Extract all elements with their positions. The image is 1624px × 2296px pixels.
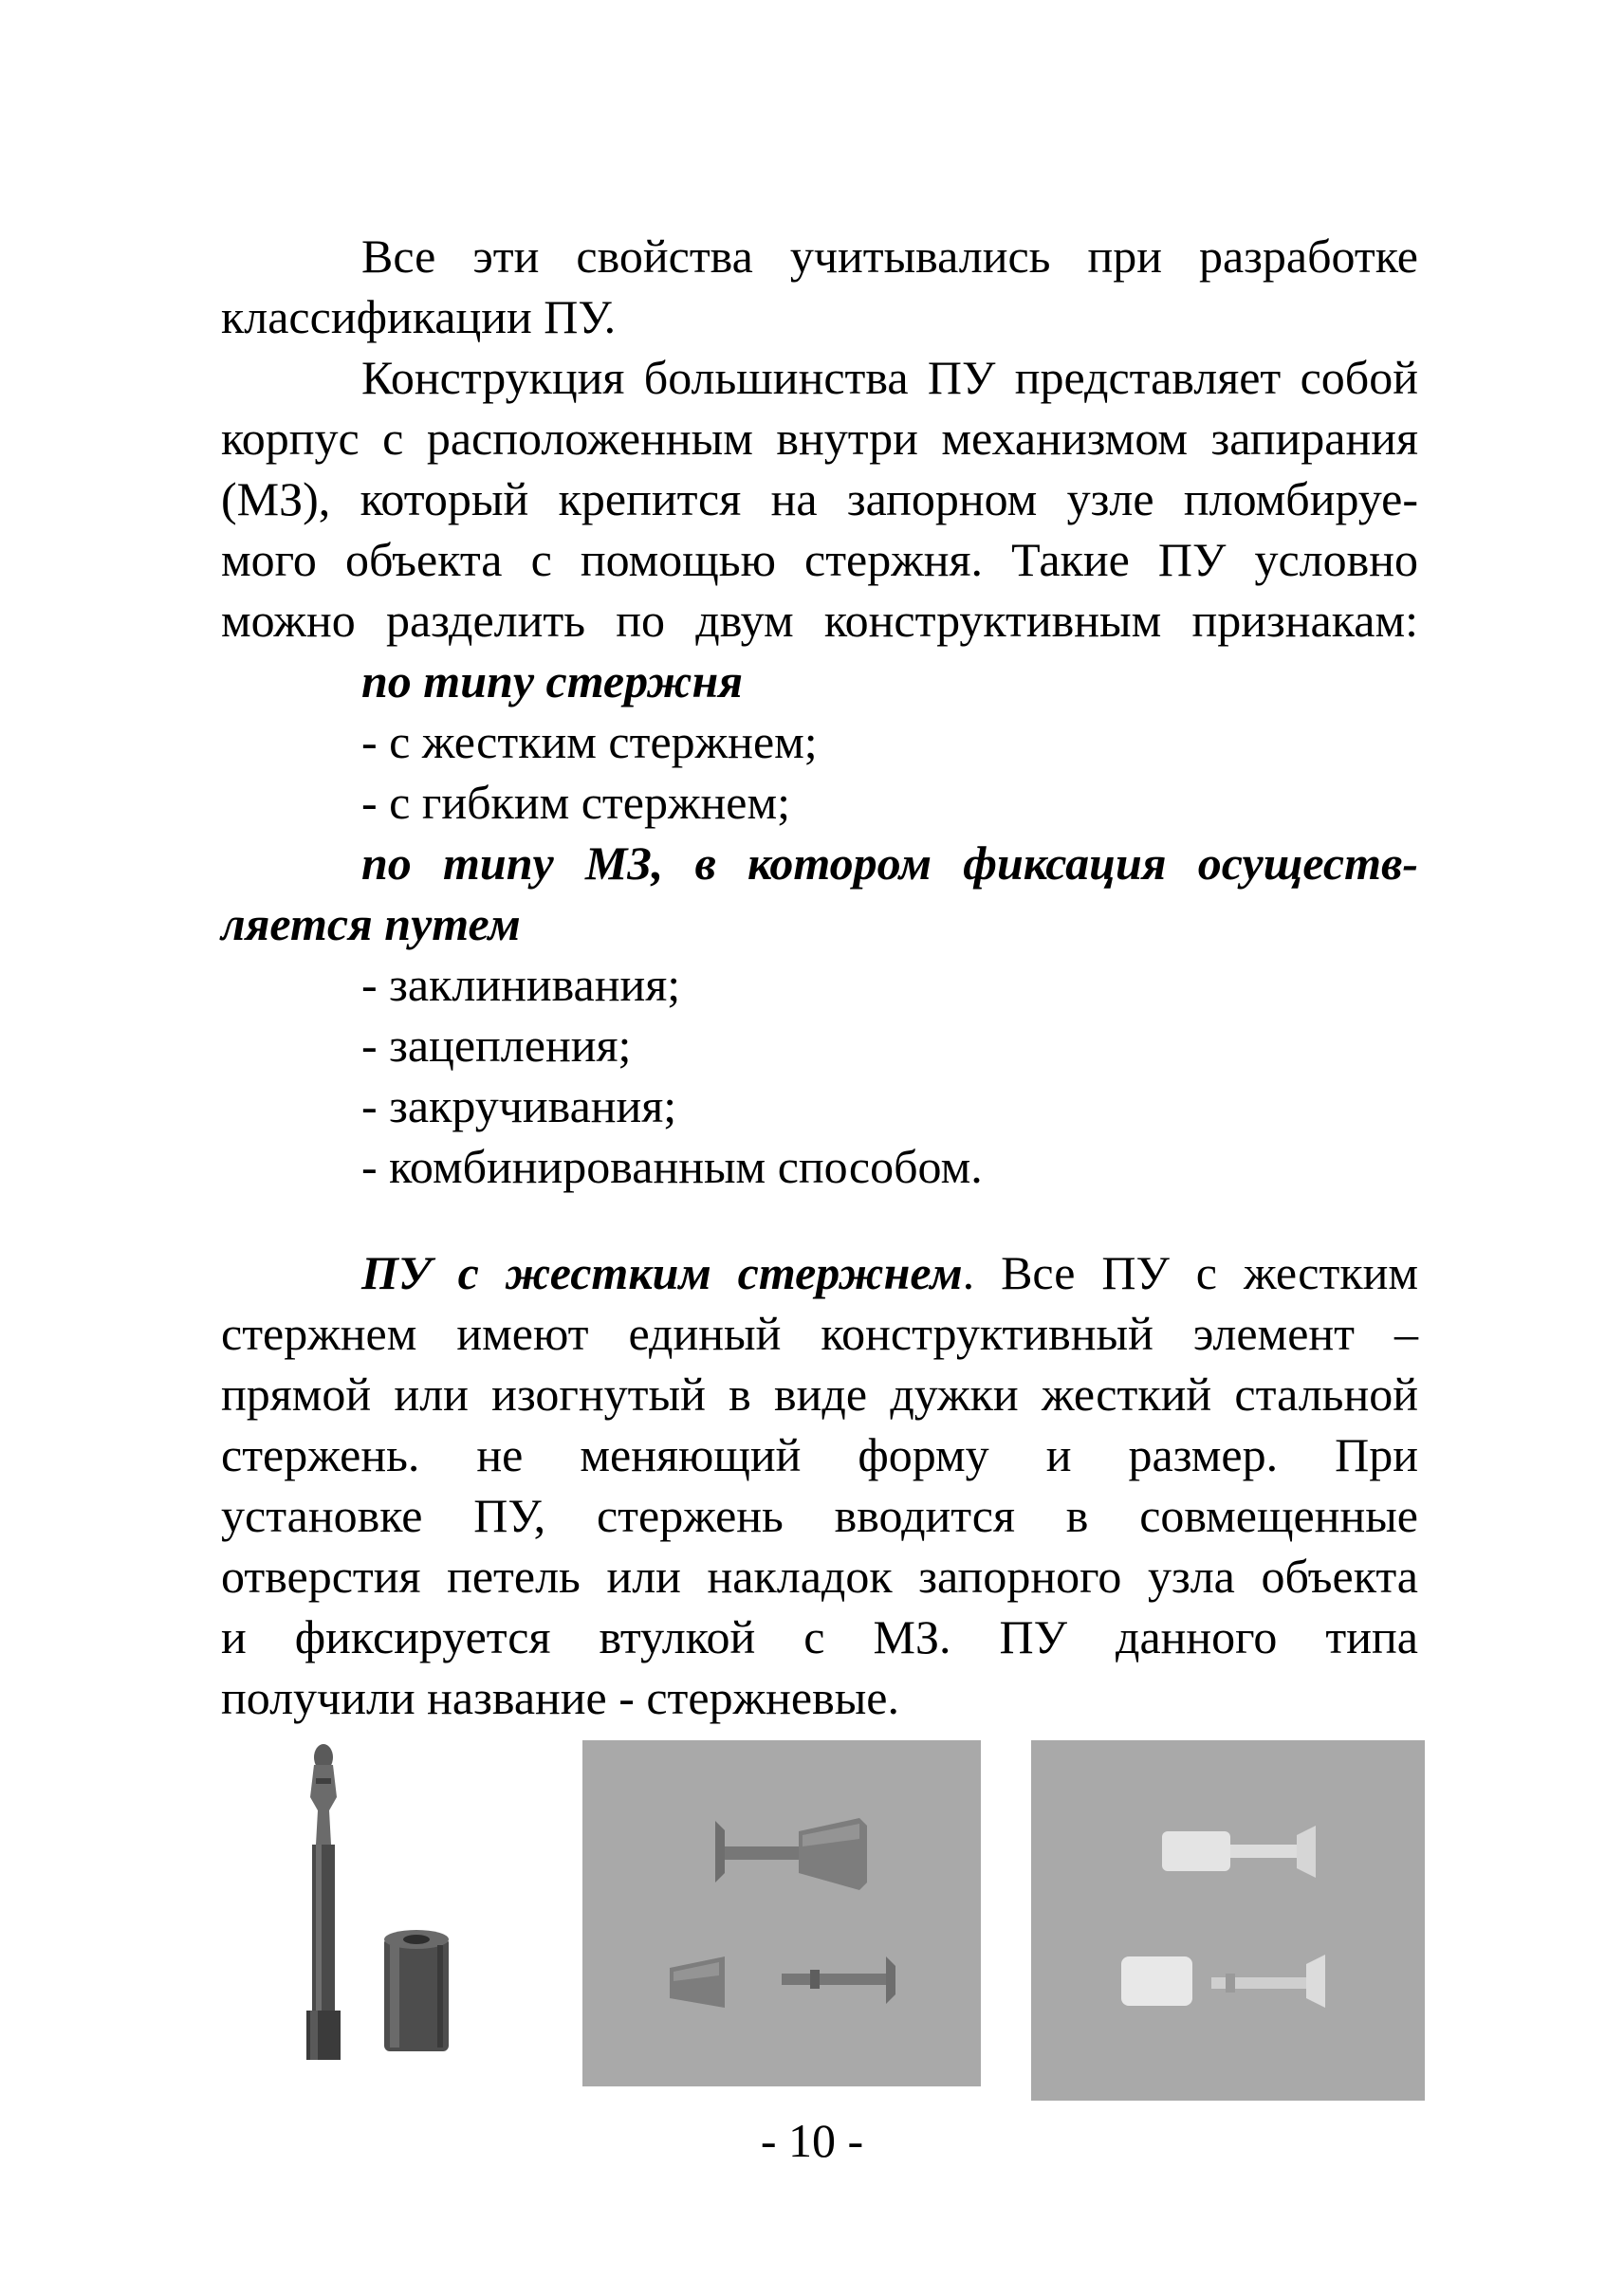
list2-heading-line-2: ляется путем bbox=[221, 897, 521, 950]
list2-item: - зацепления; bbox=[361, 1019, 632, 1072]
p3-line-2: стержнем имеют единый конструктивный элемент – bbox=[221, 1307, 1418, 1360]
list1-heading: по типу стержня bbox=[361, 654, 744, 707]
list2-item: - комбинированным способом. bbox=[361, 1140, 983, 1193]
bolt-pin-shape bbox=[306, 1744, 341, 2060]
p3-line-1-rest: . Все ПУ с жестким bbox=[962, 1246, 1419, 1299]
p1-line-1: Все эти свойства учитывались при разработке bbox=[361, 230, 1418, 283]
light-seal-parts-photo bbox=[1031, 1740, 1425, 2101]
p3-line-8: получили название - стержневые. bbox=[221, 1671, 899, 1724]
bolt-sleeve-shape bbox=[384, 1930, 449, 2051]
list2-item: - закручивания; bbox=[361, 1079, 677, 1132]
p3-line-3: прямой или изогнутый в виде дужки жесткий стальной bbox=[221, 1368, 1418, 1421]
p2-line-5: можно разделить по двум конструктивным признакам: bbox=[221, 594, 1418, 647]
list1-item: - с жестким стержнем; bbox=[361, 715, 818, 768]
p3-line-7: и фиксируется втулкой с МЗ. ПУ данного типа bbox=[221, 1610, 1418, 1663]
p3-line-1 bbox=[221, 1242, 1418, 1303]
bolt-seal-photo bbox=[270, 1740, 517, 2082]
p2-line-3: (МЗ), который крепится на запорном узле пломбируе- bbox=[221, 472, 1418, 525]
p2-line-4: мого объекта с помощью стержня. Такие ПУ условно bbox=[221, 533, 1418, 586]
p3-line-6: отверстия петель или накладок запорного узла объекта bbox=[221, 1550, 1418, 1603]
p2-line-1: Конструкция большинства ПУ представляет собой bbox=[361, 351, 1418, 404]
stem-seal-parts-photo bbox=[582, 1740, 981, 2086]
p3-line-4: стержень. не меняющий форму и размер. При bbox=[221, 1428, 1418, 1481]
page-number: - 10 - bbox=[760, 2114, 864, 2167]
p2-line-2: корпус с расположенным внутри механизмом запирания bbox=[221, 412, 1418, 465]
list2-heading-line-1: по типу МЗ, в котором фиксация осуществ- bbox=[361, 836, 1418, 890]
p3-line-5: установке ПУ, стержень вводится в совмещенные bbox=[221, 1489, 1418, 1542]
list2-item: - заклинивания; bbox=[361, 958, 681, 1011]
p1-line-2: классификации ПУ. bbox=[221, 290, 617, 343]
p3-lead-heading: ПУ с жестким стержнем bbox=[361, 1246, 963, 1299]
list1-item: - с гибким стержнем; bbox=[361, 776, 791, 829]
